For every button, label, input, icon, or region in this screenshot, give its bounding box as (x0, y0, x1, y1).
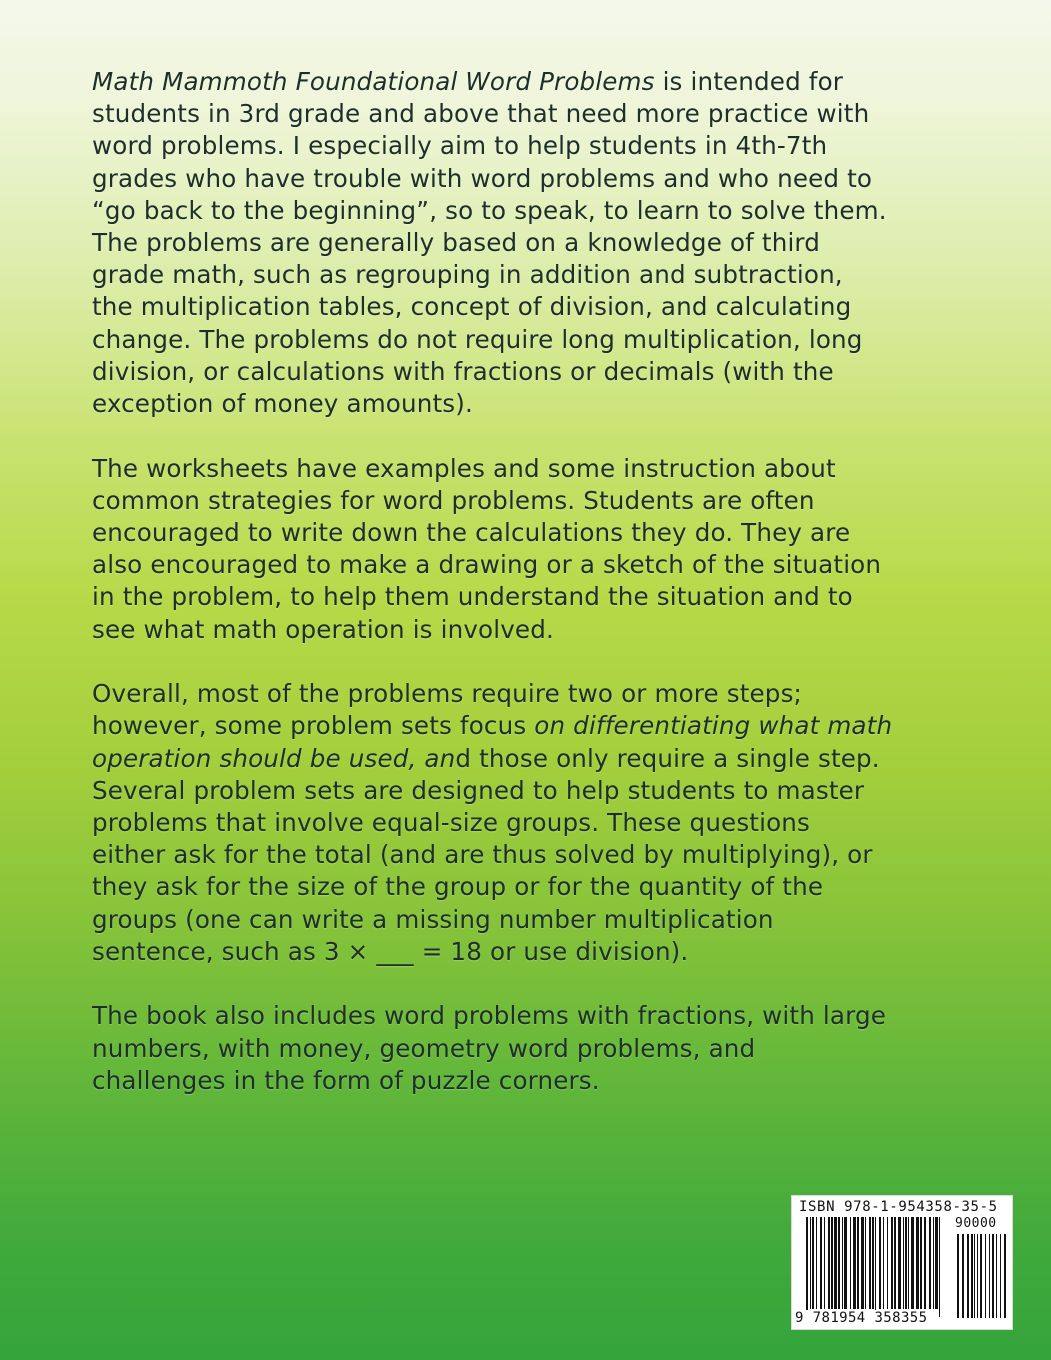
barcode-bar (883, 1217, 884, 1309)
text-line: see what math operation is involved. (92, 614, 554, 644)
text-line: students in 3rd grade and above that need more practice with (92, 99, 870, 129)
text-line: encouraged to write down the calculations they do. They are (92, 518, 851, 548)
barcode-bar (957, 1234, 959, 1318)
barcode-bar (920, 1217, 922, 1309)
paragraph-worksheets (92, 453, 992, 646)
barcode-bar (838, 1217, 840, 1309)
barcode-bar (996, 1234, 997, 1318)
paragraph-intro (92, 66, 992, 420)
italic-segment: operation should be used, an (92, 743, 456, 773)
barcode-bar (903, 1217, 904, 1309)
isbn-label: ISBN 978-1-954358-35-5 (799, 1199, 998, 1215)
text-line: they ask for the size of the group or for the quantity of the (92, 872, 824, 902)
text-line: Overall, most of the problems require two or more steps; (92, 679, 802, 709)
text-line: change. The problems do not require long multiplication, long (92, 324, 863, 354)
italic-segment: on differentiating what math (534, 711, 893, 741)
barcode-bar (971, 1234, 973, 1318)
barcode-bar (962, 1234, 964, 1318)
barcode-bar (933, 1217, 934, 1309)
barcode-bar (908, 1217, 909, 1309)
barcode-bar (850, 1217, 851, 1309)
barcode-bar (929, 1217, 931, 1309)
barcode-bar (916, 1217, 919, 1309)
barcode-bar (974, 1234, 975, 1318)
text-line: problems that involve equal-size groups. These questions (92, 808, 810, 838)
barcode-bar (834, 1217, 837, 1309)
back-cover-description (92, 66, 992, 1129)
text-line (92, 66, 992, 98)
barcode-bar (967, 1234, 969, 1318)
barcode-bar (887, 1217, 888, 1309)
barcode-addon-digits: 90000 (955, 1216, 997, 1231)
barcode-bar (911, 1217, 914, 1309)
barcode-bar (853, 1217, 856, 1309)
barcode-bar (891, 1217, 893, 1309)
text-line: either ask for the total (and are thus solved by multiplying), or (92, 840, 873, 870)
barcode-bar (898, 1217, 901, 1309)
text-line: in the problem, to help them understand the situation and to (92, 582, 853, 612)
barcode-bar (816, 1217, 817, 1309)
barcode-bar (861, 1217, 864, 1309)
barcode-bar (989, 1234, 990, 1318)
text-line: The problems are generally based on a knowledge of third (92, 228, 821, 258)
barcode-bar (844, 1217, 847, 1309)
barcode-bar (977, 1234, 978, 1318)
barcode-bar (806, 1217, 808, 1317)
book-title: Math Mammoth Foundational Word Problems (92, 67, 655, 96)
text-line: Several problem sets are designed to help students to master (92, 775, 865, 805)
text-segment: however, some problem sets focus (92, 711, 535, 741)
text-line: the multiplication tables, concept of division, and calculating (92, 292, 852, 322)
text-line: groups (one can write a missing number multiplication (92, 904, 774, 934)
barcode-bar (939, 1217, 940, 1317)
paragraph-overall (92, 678, 992, 968)
barcode-bar (810, 1217, 811, 1309)
barcode-bar (980, 1234, 982, 1318)
barcode-bar (875, 1217, 876, 1317)
barcode-ean-digits: 9 781954 358355 (795, 1310, 928, 1326)
text-line: sentence, such as 3 × ___ = 18 or use division). (92, 936, 689, 966)
text-line (92, 710, 992, 742)
barcode-bar (869, 1217, 871, 1309)
barcode-bar (820, 1217, 822, 1309)
barcode-bar (824, 1217, 825, 1309)
barcode-bar (879, 1217, 881, 1309)
text-line: also encouraged to make a drawing or a sketch of the situation (92, 550, 882, 580)
barcode-bar (905, 1217, 907, 1309)
isbn-barcode (791, 1195, 1013, 1330)
barcode-bar (842, 1217, 843, 1309)
barcode-bar (857, 1217, 859, 1309)
barcode-bar (894, 1217, 896, 1309)
text-segment: is intended for (654, 67, 844, 96)
barcode-bar (935, 1217, 938, 1309)
text-line: challenges in the form of puzzle corners. (92, 1065, 600, 1095)
barcode-bar (831, 1217, 833, 1309)
barcode-bar (812, 1217, 814, 1309)
barcode-bar (992, 1234, 994, 1318)
barcode-bar (1004, 1234, 1006, 1318)
text-line: division, or calculations with fractions or decimals (with the (92, 356, 834, 386)
text-line: word problems. I especially aim to help students in 4th-7th (92, 131, 828, 161)
text-line: “go back to the beginning”, so to speak, to learn to solve them. (92, 195, 887, 225)
text-line: common strategies for word problems. Students are often (92, 485, 815, 515)
text-line: grade math, such as regrouping in addition and subtraction, (92, 260, 843, 290)
barcode-bar (985, 1234, 986, 1318)
text-line: The book also includes word problems with fractions, with large (92, 1001, 886, 1031)
barcode-bar (924, 1217, 926, 1309)
barcode-bar (1000, 1234, 1001, 1318)
text-line: The worksheets have examples and some instruction about (92, 453, 836, 483)
barcode-bar (865, 1217, 866, 1309)
paragraph-also-includes (92, 1000, 992, 1097)
text-segment: d those only require a single step. (455, 743, 880, 773)
text-line: numbers, with money, geometry word problems, and (92, 1033, 756, 1063)
text-line (92, 743, 992, 775)
barcode-bar (828, 1217, 830, 1309)
barcode-bar (872, 1217, 874, 1309)
text-line: grades who have trouble with word problems and who need to (92, 163, 873, 193)
text-line: exception of money amounts). (92, 389, 473, 419)
